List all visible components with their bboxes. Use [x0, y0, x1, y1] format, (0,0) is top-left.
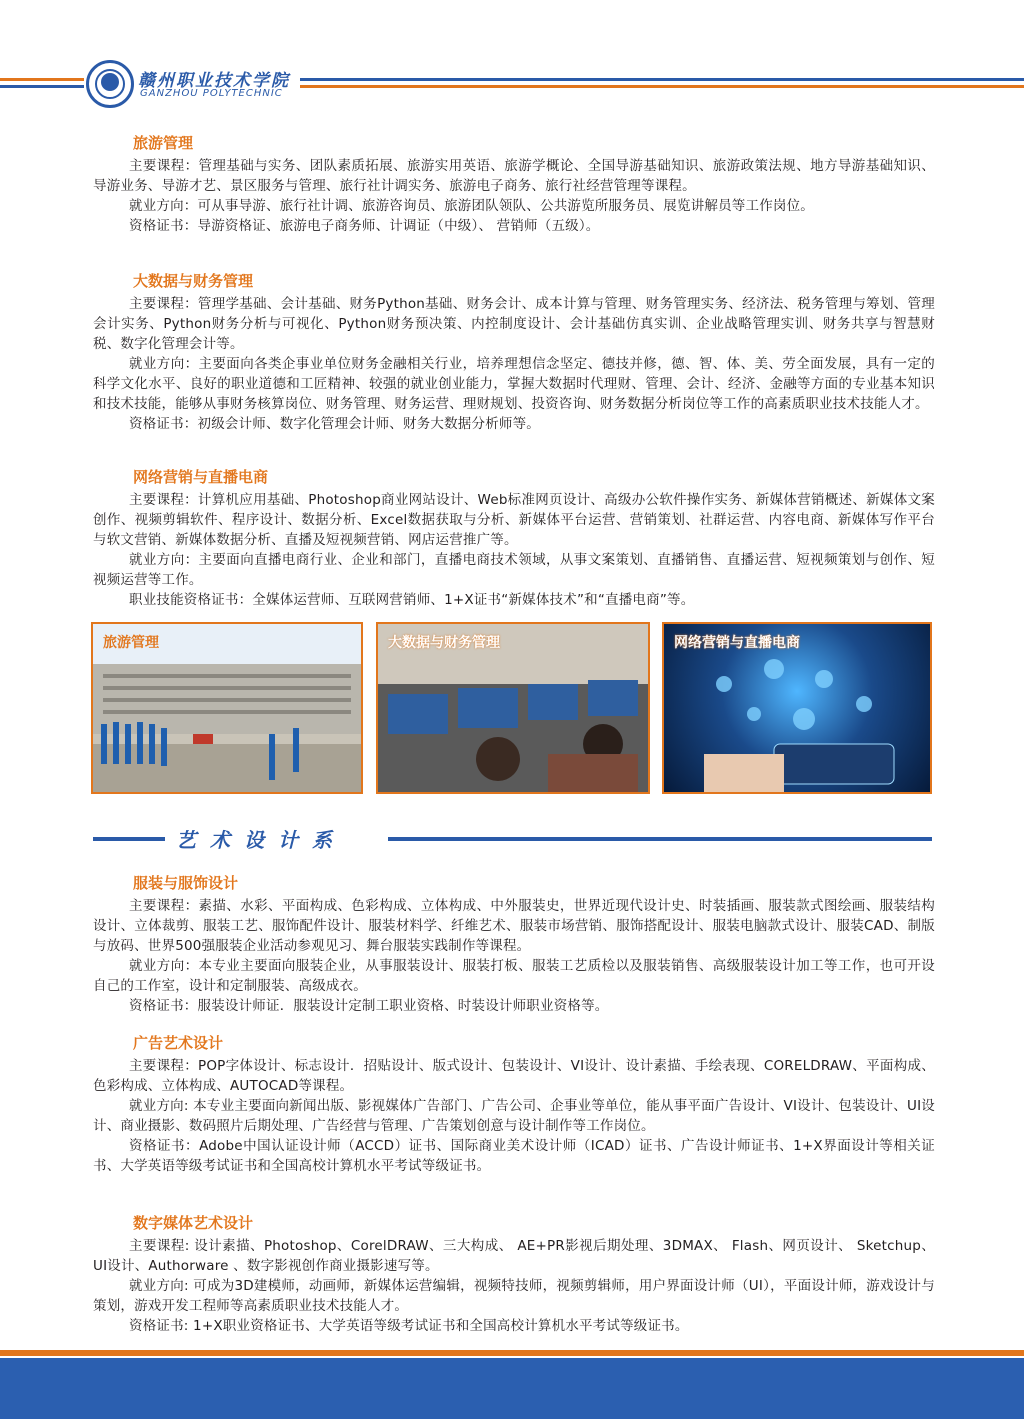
header-line-blue-left — [0, 85, 84, 88]
section-bigdata-finance — [93, 272, 935, 434]
section-paragraph: 就业方向: 可成为3D建模师，动画师，新媒体运营编辑，视频特技师，视频剪辑师，用户界面设计师（UI），平面设计师，游戏设计与策划，游戏开发工程师等高素质职业技术技能人才。 — [93, 1278, 935, 1314]
section-paragraph: 资格证书: 1+X职业资格证书、大学英语等级考试证书和全国高校计算机水平考试等级证书。 — [129, 1318, 689, 1334]
footer-line-orange — [0, 1350, 1024, 1356]
section-tourism — [93, 134, 935, 236]
footer-band — [0, 1358, 1024, 1419]
photo-ecommerce — [662, 622, 932, 794]
section-fashion — [93, 874, 935, 1016]
section-paragraph: 就业方向: 本专业主要面向新闻出版、影视媒体广告部门、广告公司、企事业等单位，能从事平面广告设计、VI设计、包装设计、UI设计、商业摄影、数码照片后期处理、广告经营与管理、广告策划创意与设计制作等工作岗位。 — [93, 1098, 935, 1134]
section-paragraph: 资格证书：初级会计师、数字化管理会计师、财务大数据分析师等。 — [129, 416, 540, 432]
section-paragraph: 就业方向：本专业主要面向服装企业，从事服装设计、服装打板、服装工艺质检以及服装销售、高级服装设计加工等工作，也可开设自己的工作室，设计和定制服装、高级成衣。 — [93, 958, 935, 994]
section-paragraph: 职业技能资格证书：全媒体运营师、互联网营销师、1+X证书“新媒体技术”和“直播电商”等。 — [129, 592, 695, 608]
photo-tourism — [91, 622, 363, 794]
photo-label: 网络营销与直播电商 — [674, 635, 800, 651]
section-paragraph: 资格证书：Adobe中国认证设计师（ACCD）证书、国际商业美术设计师（ICAD）证书、广告设计师证书、1+X界面设计等相关证书、大学英语等级考试证书和全国高校计算机水平考试等级证书。 — [93, 1138, 935, 1174]
dept-line-right — [388, 837, 932, 841]
section-paragraph: 主要课程：计算机应用基础、Photoshop商业网站设计、Web标准网页设计、高级办公软件操作实务、新媒体营销概述、新媒体文案创作、视频剪辑软件、程序设计、数据分析、Excel数据获取与分析、新媒体平台运营、营销策划、社群运营、内容电商、新媒体写作平台与软文营销、新媒体数据分析、直播及短视频营销、网店运营推广等。 — [93, 492, 935, 548]
header-line-orange — [300, 85, 1024, 88]
section-title: 网络营销与直播电商 — [133, 468, 269, 486]
photo-label: 大数据与财务管理 — [388, 635, 500, 651]
dept-title: 艺术设计系 — [176, 828, 346, 852]
section-paragraph: 资格证书：服装设计师证．服装设计定制工职业资格、时装设计师职业资格等。 — [129, 998, 609, 1014]
school-logo-icon — [86, 60, 134, 108]
section-title: 旅游管理 — [133, 134, 194, 152]
section-paragraph: 主要课程: 设计素描、Photoshop、CorelDRAW、三大构成、 AE+PR影视后期处理、3DMAX、 Flash、网页设计、 Sketchup、 UI设计、Authorware 、数字影视创作商业摄影速写等。 — [93, 1238, 935, 1274]
section-paragraph: 主要课程：POP字体设计、标志设计．招贴设计、版式设计、包装设计、VI设计、设计素描、手绘表现、CORELDRAW、平面构成、色彩构成、立体构成、AUTOCAD等课程。 — [93, 1058, 935, 1094]
section-title: 服装与服饰设计 — [133, 874, 239, 892]
section-paragraph: 主要课程：管理学基础、会计基础、财务Python基础、财务会计、成本计算与管理、财务管理实务、经济法、税务管理与筹划、管理会计实务、Python财务分析与可视化、Python财务预决策、内控制度设计、会计基础仿真实训、企业战略管理实训、财务共享与智慧财税、数字化管理会计等。 — [93, 296, 935, 352]
school-name-cn: 赣州职业技术学院 — [138, 71, 290, 91]
section-digital-media — [93, 1214, 935, 1336]
photo-bigdata — [376, 622, 650, 794]
photo-label: 旅游管理 — [103, 635, 159, 651]
section-paragraph: 就业方向：主要面向各类企事业单位财务金融相关行业，培养理想信念坚定、德技并修，德、智、体、美、劳全面发展，具有一定的科学文化水平、良好的职业道德和工匠精神、较强的就业创业能力，掌握大数据时代理财、管理、会计、经济、金融等方面的专业基本知识和技术技能，能够从事财务核算岗位、财务管理、财务运营、理财规划、投资咨询、财务数据分析岗位等工作的高素质职业技术技能人才。 — [93, 356, 935, 412]
section-ecommerce — [93, 468, 935, 610]
section-title: 大数据与财务管理 — [133, 272, 254, 290]
section-title: 数字媒体艺术设计 — [133, 1214, 254, 1232]
dept-line-left — [93, 837, 165, 841]
school-name-en: GANZHOU POLYTECHNIC — [140, 88, 283, 99]
header-line-orange-left — [0, 78, 84, 81]
section-advertising — [93, 1034, 935, 1176]
section-paragraph: 主要课程：管理基础与实务、团队素质拓展、旅游实用英语、旅游学概论、全国导游基础知识、旅游政策法规、地方导游基础知识、导游业务、导游才艺、景区服务与管理、旅行社计调实务、旅游电子商务、旅行社经营管理等课程。 — [93, 158, 935, 194]
header-line-blue — [300, 78, 1024, 81]
section-paragraph: 主要课程：素描、水彩、平面构成、色彩构成、立体构成、中外服装史，世界近现代设计史、时装插画、服装款式图绘画、服装结构设计、立体裁剪、服装工艺、服饰配件设计、服装材料学、纤维艺术、服装市场营销、服饰搭配设计、服装电脑款式设计、服装CAD、制版与放码、世界500强服装企业活动参观见习、舞台服装实践制作等课程。 — [93, 898, 935, 954]
section-title: 广告艺术设计 — [133, 1034, 224, 1052]
section-paragraph: 就业方向：可从事导游、旅行社计调、旅游咨询员、旅游团队领队、公共游览所服务员、展览讲解员等工作岗位。 — [129, 198, 814, 214]
section-paragraph: 就业方向：主要面向直播电商行业、企业和部门，直播电商技术领域，从事文案策划、直播销售、直播运营、短视频策划与创作、短视频运营等工作。 — [93, 552, 935, 588]
section-paragraph: 资格证书：导游资格证、旅游电子商务师、计调证（中级）、 营销师（五级）。 — [129, 218, 600, 234]
